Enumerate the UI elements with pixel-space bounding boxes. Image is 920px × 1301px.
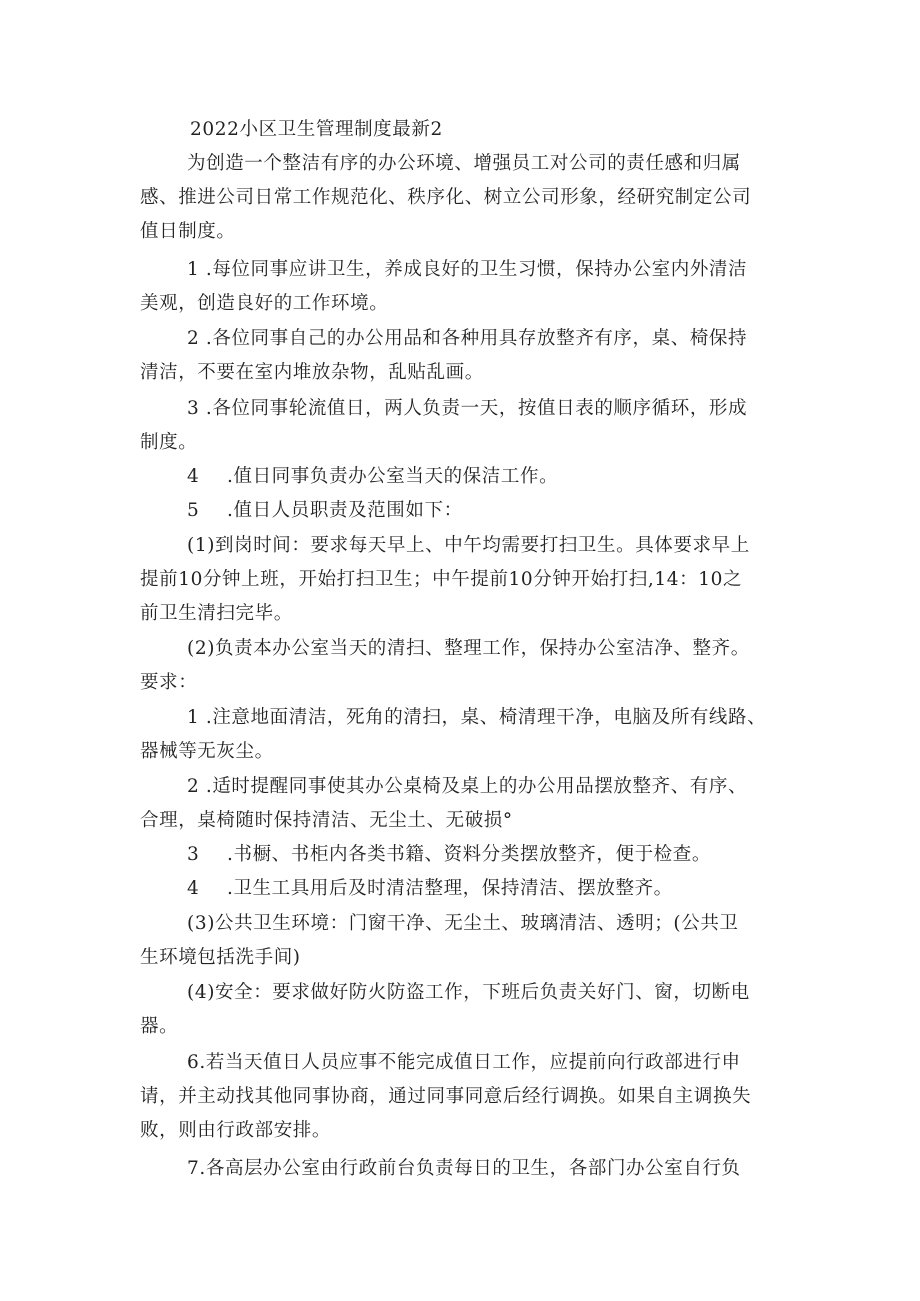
paragraph-line: (1)到岗时间：要求每天早上、中午均需要打扫卫生。具体要求早上: [187, 535, 750, 556]
paragraph-line: (4)安全：要求做好防火防盗工作，下班后负责关好门、窗，切断电: [187, 982, 750, 1003]
paragraph-line: 1 .注意地面清洁，死角的清扫，桌、椅清理干净，电脑及所有线路、: [187, 707, 767, 728]
paragraph-line: 3 .各位同事轮流值日，两人负责一天，按值日表的顺序循环，形成: [187, 398, 748, 419]
list-number: 3: [187, 844, 200, 865]
paragraph-line: (3)公共卫生环境：门窗干净、无尘土、玻璃清洁、透明；(公共卫: [187, 913, 739, 934]
paragraph-line: 7.各高层办公室由行政前台负责每日的卫生，各部门办公室自行负: [187, 1158, 741, 1179]
list-text: .书橱、书柜内各类书籍、资料分类摆放整齐，便于检查。: [227, 844, 711, 865]
list-item: [187, 843, 711, 867]
paragraph-line: 败，则由行政部安排。: [140, 1120, 332, 1141]
paragraph-line: 器。: [140, 1016, 179, 1037]
page-bottom-margin: [0, 1286, 920, 1301]
paragraph-line: 器械等无灰尘。: [140, 741, 274, 762]
paragraph-line: 为创造一个整洁有序的办公环境、增强员工对公司的责任感和归属: [187, 153, 741, 174]
paragraph-line: 2 .各位同事自己的办公用品和各种用具存放整齐有序，桌、椅保持: [187, 328, 748, 349]
paragraph-line: 制度。: [140, 432, 198, 453]
list-text: .卫生工具用后及时清洁整理，保持清洁、摆放整齐。: [227, 878, 673, 899]
paragraph-line: (2)负责本办公室当天的清扫、整理工作，保持办公室洁净、整齐。: [187, 638, 750, 659]
paragraph-line: 提前10分钟上班，开始打扫卫生；中午提前10分钟开始打扫,14：10之: [140, 569, 743, 590]
list-item: [187, 499, 463, 523]
paragraph-line: 前卫生清扫完毕。: [140, 603, 293, 624]
paragraph-line: 2 .适时提醒同事使其办公桌椅及桌上的办公用品摆放整齐、有序、: [187, 776, 748, 797]
list-number: 4: [187, 878, 200, 899]
document-title: 2022小区卫生管理制度最新2: [190, 119, 443, 140]
paragraph-line: 合理，桌椅随时保持清洁、无尘土、无破损°: [140, 810, 513, 831]
paragraph-line: 要求：: [140, 672, 198, 693]
list-item: [187, 465, 558, 489]
list-text: .值日同事负责办公室当天的保洁工作。: [227, 466, 559, 487]
list-number: 4: [187, 466, 200, 487]
list-text: .值日人员职责及范围如下：: [227, 500, 463, 521]
list-item: [187, 877, 673, 901]
paragraph-line: 6.若当天值日人员应事不能完成值日工作，应提前向行政部进行申: [187, 1052, 741, 1073]
paragraph-line: 生环境包括洗手间): [140, 947, 301, 968]
paragraph-line: 1 .每位同事应讲卫生，养成良好的卫生习惯，保持办公室内外清洁: [187, 259, 748, 280]
paragraph-line: 美观，创造良好的工作环境。: [140, 293, 389, 314]
paragraph-line: 感、推进公司日常工作规范化、秩序化、树立公司形象，经研究制定公司: [140, 187, 752, 208]
list-number: 5: [187, 500, 200, 521]
paragraph-line: 清洁，不要在室内堆放杂物，乱贴乱画。: [140, 362, 484, 383]
paragraph-line: 请，并主动找其他同事协商，通过同事同意后经行调换。如果自主调换失: [140, 1086, 752, 1107]
paragraph-line: 值日制度。: [140, 221, 236, 242]
